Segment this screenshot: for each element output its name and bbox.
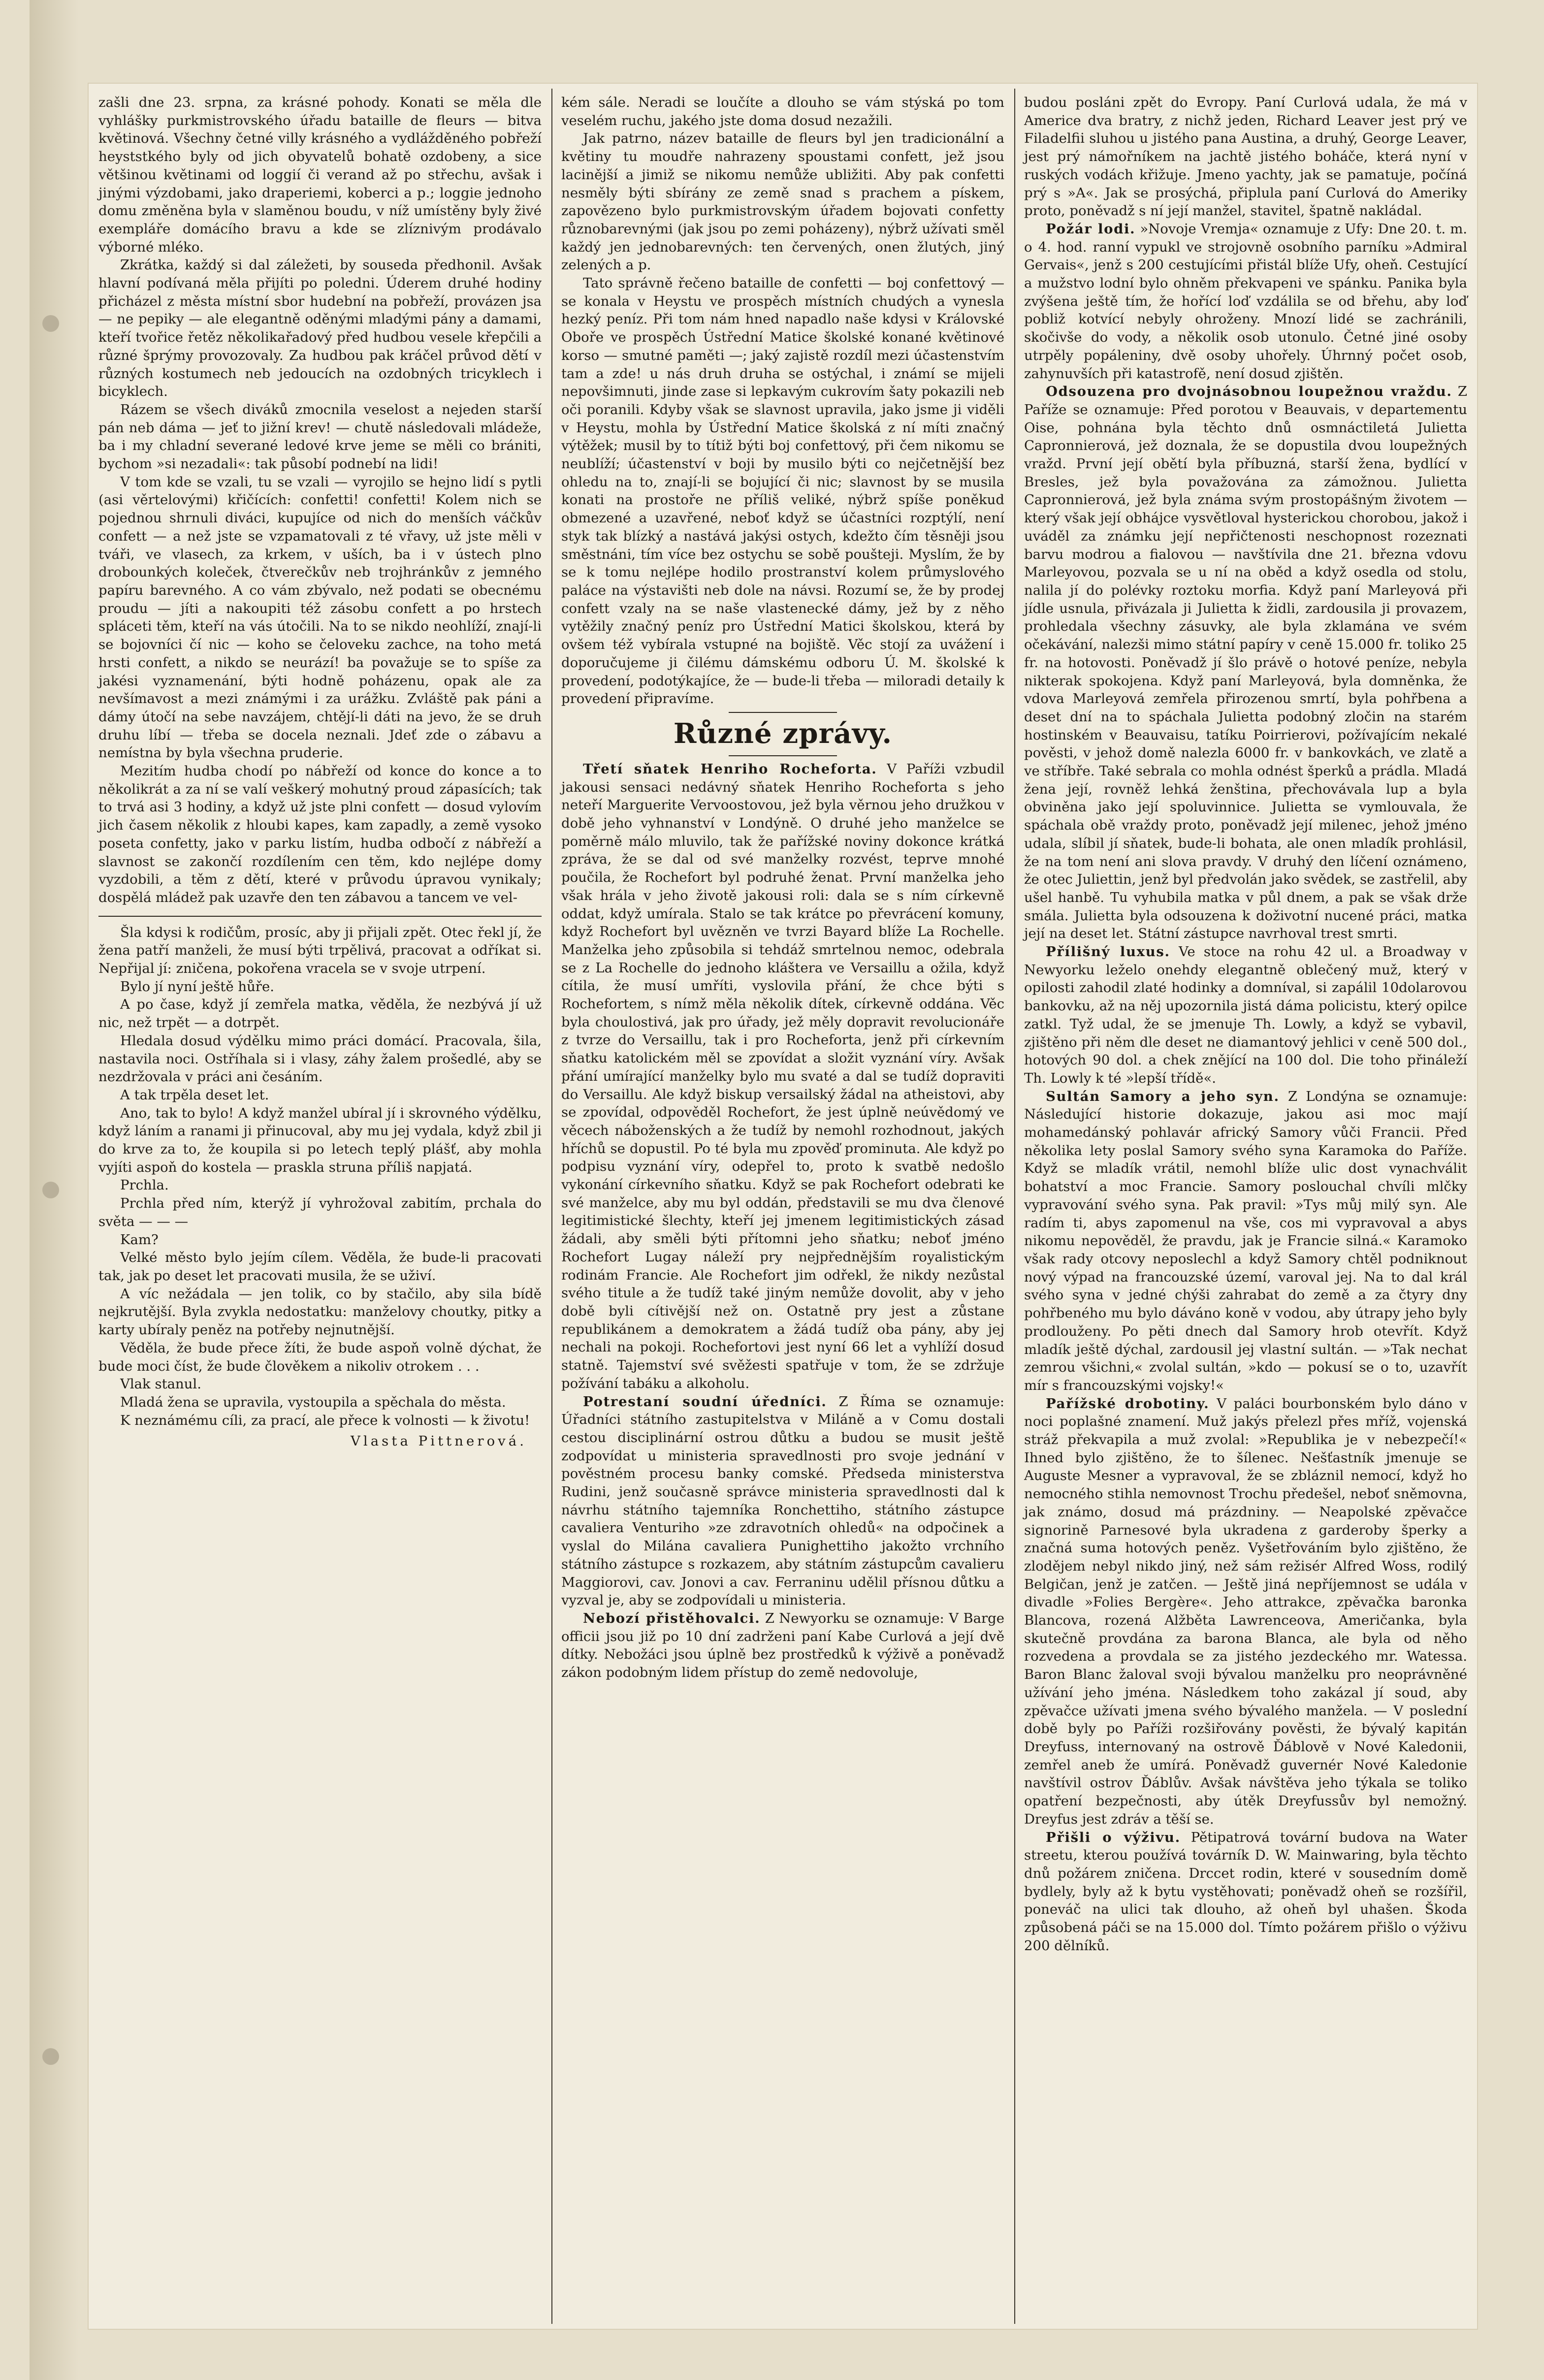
news-text: Z Paříže se oznamuje: Před porotou v Beauvais, v departementu Oise, pohnána byla těchto dnů osmnáctiletá Julietta Capronnierová, jež doznala, že se dopustila dvou loupežných vražd. První její obětí byla příbuzná, starší žena, bydlící v Bresles, jež byla považována za zámožnou. Julietta Capronnierová, jež byla známa svým prostopášným životem — který však její obhájce vysvětloval hysterickou chorobou, jakož i uváděl za známku její nepřičtenosti neschopnost rozeznati barvu modrou a fialovou — navštívila dne 21. března vdovu Marleyovou, pozvala se u ní na oběd a když osedla od stolu, nalila jí do polévky roztoku morfia. Když paní Marleyová při jídle usnula, přivázala ji Julietta k židli, zardousila ji provazem, prohledala všechny zásuvky, ale byla zklamána ve svém očekávání, nalezši mimo státní papíry v ceně 15.000 fr. toliko 25 fr. na hotovosti. Poněvadž jí šlo právě o hotové peníze, nebyla nikterak spokojena. Když paní Marleyová, byla domněnka, že vdova Marleyová zemřela přirozenou smrtí, byla pohřbena a deset dní na to spáchala Julietta podobný zločin na starém hostinském v Beauvaisu, tatíku Poirrierovi, požívajícím nekalé pověsti, v jehož domě nalezla 6000 fr. v bankovkách, ve zlatě a ve stříbře. Také sebrala co mohla odnést šperků a prádla. Mladá žena její, rovněž lehká ženština, přechovávala lup a byla obviněna jako její spoluvinnice. Julietta se vymlouvala, že spáchala obě vraždy proto, poněvadž její milenec, jehož jméno udala, slíbil jí sňatek, bude-li bohata, ale onen mladík prohlásil, že na tom není ani slova pravdy. V druhý den líčení oznámeno, že otec Juliettin, jenž byl předvolán jako svědek, se zastřelil, aby ušel hanbě. Tu vyhubila matka v půl dnem, a pak se však drže smála. Julietta byla odsouzena k doživotní nucené práci, matka její na deset let. Státní zástupce navrhoval trest smrti.	[1024, 384, 1467, 942]
news-text: V paláci bourbonském bylo dáno v noci poplašné znamení. Muž jakýs přelezl přes mříž, vojenská stráž překvapila a muž zvolal: »Republika je v nebezpečí!« Ihned bylo zjištěno, že to šílenec. Nešťastník jmenuje se Auguste Mesner a vypravoval, že se zbláznil nemocí, když ho nemocného stihla nemovnost Trochu předešel, neboť sněmovna, jak známo, dosud má prázdniny. — Neapolské zpěvačce signorině Parnesové byla ukradena z garderoby šperky a značná suma hotových peněz. Vyšetřováním bylo zjištěno, že zlodějem nebyl nikdo jiný, než sám režisér Alfred Woss, rodilý Belgičan, jenž je zatčen. — Ještě jiná nepříjemnost se udála v divadle »Folies Bergère«. Jeho attrakce, zpěvačka baronka Blancova, rozená Alžběta Lawrenceova, Američanka, byla skutečně provdána za barona Blanca, ale byla od něho rozvedena a provdala se za jistého jezdeckého mr. Watessa. Baron Blanc žaloval svoji bývalou manželku pro neoprávněné užívání jeho jména. Následkem toho zakázal jí soud, aby zpěvačce užívati jmena svého bývalého manžela. — V poslední době byly po Paříži rozšiřovány pověsti, že bývalý kapitán Dreyfuss, internovaný na ostrově Ďáblově v Nové Kaledonii, zemřel aneb že umírá. Poněvadž guvernér Nové Kaledonie navštívil ostrov Ďáblův. Avšak návštěva jeho týkala se toliko opatření bezpečnosti, aby útěk Dreyfussův byl nemožný. Dreyfus jest zdráv a těší se.	[1024, 1395, 1467, 1827]
section-rule	[98, 916, 542, 917]
news-item	[1024, 383, 1467, 943]
paragraph: kém sále. Neradi se loučíte a dlouho se vám stýská po tom veselém ruchu, jakého jste doma dosud nezažili.	[561, 95, 1004, 129]
paragraph: A víc nežádala — jen tolik, co by stačilo, aby sila bídě nejkrutější. Byla zvykla nedostatku: manželovy choutky, pitky a karty ubíraly peněz na potřeby nejnutnější.	[98, 1286, 542, 1338]
news-text: V Paříži vzbudil jakousi sensaci nedávný sňatek Henriho Rocheforta s jeho neteří Marguerite Vervoostovou, jež byla věrnou jeho družkou v době jeho vyhnanství v Londýně. O druhé jeho manželce se poměrně málo mluvilo, tak že pařížské noviny dokonce krátká zpráva, že se dal od své manželky rozvést, teprve mnohé poučila, že Rochefort byl podruhé ženat. První manželka jeho však hrála v jeho životě jakousi roli: dala se s ním církevně oddat, když umírala. Stalo se tak krátce po převrácení komuny, když Rochefort byl uvězněn ve tvrzi Bayard blíže La Rochelle. Manželka jeho způsobila si tehdáž smrtelnou nemoc, odebrala se z La Rochelle do jednoho kláštera ve Versaillu a ožila, když cítila, že musí umříti, vyslovila přání, že chce býti s Rochefortem, s nímž měla několik dítek, církevně oddána. Věc byla choulostivá, jak pro úřady, jež měly dopravit revolucionáře z tvrze do Versaillu, tak i pro Rocheforta, jenž při církevním sňatku katolickém měl se zpovídat a složit vyznání víry. Avšak přání umírající manželky bylo mu svaté a dal se tudíž dopraviti do Versaillu. Ale když biskup versailský žádal na atheistovi, aby se zpovídal, odpověděl Rochefort, že jest úplně neúvědomý ve věcech náboženských a že tudíž by nemohl rozhodnout, jakých hříchů se dopustil. Po té byla mu zpověď prominuta. Ale když po podpisu vyznání víry, odepřel to, proto k svatbě nedošlo vykonání církevního sňatku. Když se pak Rochefort odebrati ke své manželce, aby mu byl oddán, představili se mu dva členové legitimistické šlechty, kteří jej jmenem legitimistických zásad žádali, aby směli býti přítomni jeho sňatku; neboť jméno Rochefort Lugay náleží pry nejpřednějším royalistickým rodinám Francie. Ale Rochefort jim odřekl, že nikdy nezůstal svého titule a že tudíž také jiným nemůže dovolit, aby v jeho době byli cítivější než on. Ostatně pry jest a zůstane republikánem a demokratem a žádá tudíž oba pány, aby jej nechali na pokoji. Rochefortovi jest nyní 66 let a vyhlíží dosud statně. Tajemství své svěžesti spatřuje v tom, že se zdržuje požívání tabáku a alkoholu.	[561, 761, 1005, 1391]
section-rule	[729, 755, 837, 756]
news-item	[1024, 1088, 1467, 1395]
news-title: Nebozí přistěhovalci.	[583, 1610, 761, 1626]
paragraph: Rázem se všech diváků zmocnila veselost a nejeden starší pán neb dáma — jeť to jižní krev! — chutě následovali mládeže, ba i my chladní severané ledové krve jeme se měli co brániti, bychom »si nezadali«: tak působí podnebí na lidi!	[98, 401, 542, 472]
paragraph: Jak patrno, název bataille de fleurs byl jen tradicionální a květiny tu moudře nahrazeny spoustami confett, jež jsou lacinější a jimiž se nikomu nemůže ubližiti. Aby pak confetti nesměly býti sbírány ze země snad s prachem a pískem, zapovězeno bylo purkmistrovským úřadem bojovati confetty různobarevnými (jak jsou po zemi poházeny), nýbrž užívati směl každý jen jednobarevných: ten červených, onen žlutých, jiný zelených a p.	[561, 130, 1004, 273]
paragraph: zašli dne 23. srpna, za krásné pohody. Konati se měla dle vyhlášky purkmistrovského úřadu bataille de fleurs — bitva květinová. Všechny četné villy krásného a vydlážděného pobřeží heyststkého byly od jich obyvatelů bohatě ozdobeny, a sice většinou květinami od loggií či verand až po střechu, avšak i jinými výzdobami, jako draperiemi, koberci a p.; loggie jednoho domu změněna byla v slaměnou boudu, v níž umístěny byly živé exempláře domácího bravu a kde se zlíznivým prodávalo výborné mléko.	[98, 95, 542, 255]
news-title: Požár lodi.	[1046, 221, 1136, 237]
paragraph: A tak trpěla deset let.	[120, 1087, 269, 1103]
paragraph: Bylo jí nyní ještě hůře.	[120, 978, 274, 995]
section-rule	[729, 712, 837, 713]
news-title: Třetí sňatek Henriho Rocheforta.	[583, 761, 877, 777]
punch-hole	[42, 1182, 59, 1198]
news-item	[561, 1393, 1004, 1609]
paragraph: Kam?	[120, 1231, 159, 1248]
news-item	[561, 1609, 1004, 1682]
punch-hole	[42, 2048, 59, 2065]
paragraph: Věděla, že bude přece žíti, že bude aspoň volně dýchat, že bude moci číst, že bude člověkem a nikoliv otrokem . . .	[98, 1340, 542, 1374]
column-3	[1024, 94, 1467, 1955]
news-text: Pětipatrová tovární budova na Water streetu, kterou používá továrník D. W. Mainwaring, byla těchto dnů požárem zničena. Drccet rodin, které v sousedním domě bydlely, byly až k bytu vystěhovati; poněvadž oheň se rozšířil, poneváč na ulici tak dlouho, až oheň byl uhašen. Škoda způsobená páči se na 15.000 dol. Tímto požárem přišlo o výživu 200 dělníků.	[1024, 1829, 1467, 1954]
paragraph: K neznámému cíli, za prací, ale přece k volnosti — k životu!	[120, 1412, 530, 1428]
news-item	[1024, 943, 1467, 1088]
paragraph: Tato správně řečeno bataille de confetti — boj confettový — se konala v Heystu ve prospěch místních chudých a vynesla hezký peníz. Při tom nám hned napadlo naše kdysi v Královské Oboře ve prospěch Ústřední Matice školské konané květinové korso — smutné paměti —; jaký zajistě rozdíl mezi účastenstvím tam a zde! u nás druh druha se ostýchal, i známí se mijeli nepovšimnuti, jinde zase si lepkavým cukrovím šaty pokazili neb oči poranili. Kdyby však se slavnost upravila, jako jsme ji viděli v Heystu, mohla by Ústřední Matice školská z ní míti značný výtěžek; musil by to títiž býti boj confettový, při čem nikomu se neublíží; účastenství v boji by musilo býti co nejčetnější bez ohledu na to, znají-li se bojující či nic; slavnost by se musila konati na prostoře ne příliš veliké, nýbrž spíše poněkud obmezené a uzavřené, neboť když se účastníci rozptýlí, není styk tak blízký a nastává jakýsi ostych, kdežto čím těsněji jsou směstnáni, tím více bez ostychu se sobě poušteji. Myslím, že by se k tomu nejlépe hodilo prostranství kolem průmyslového paláce na výstavišti neb dole na návsi. Rozumí se, že by prodej confett vzaly na se naše vlastenecké dámy, jež by z něho vytěžily značný peníz pro Ústřední Matici školskou, která by ovšem též vybírala vstupné na bojiště. Věc stojí za uvážení i doporučujeme ji čilému dámskému odboru Ú. M. školské k provedení, podotýkajíce, že — bude-li třeba — miloradi detaily k provedení připravíme.	[561, 275, 1004, 707]
paragraph: Prchla před ním, kterýž jí vyhrožoval zabitím, prchala do světa — — —	[98, 1195, 542, 1229]
punch-hole	[42, 315, 59, 332]
column-divider	[1014, 89, 1015, 2324]
column-divider	[551, 89, 552, 2324]
news-title: Sultán Samory a jeho syn.	[1046, 1088, 1280, 1104]
paragraph: Mladá žena se upravila, vystoupila a spěchala do města.	[120, 1394, 506, 1410]
paragraph: Hledala dosud výdělku mimo práci domácí. Pracovala, šila, nastavila noci. Ostříhala si i vlasy, záhy žalem prošedlé, aby se nezdržovala v práci ani česáním.	[98, 1032, 542, 1085]
news-title: Odsouzena pro dvojnásobnou loupežnou vraždu.	[1046, 384, 1452, 400]
news-title: Pařížské drobotiny.	[1046, 1395, 1210, 1412]
author-signature: Vlasta Pittnerová.	[350, 1433, 527, 1449]
news-text: Z Říma se oznamuje: Úřadníci státního zastupitelstva v Miláně a v Comu dostali cestou disciplinární ostrou důtku a budou se musit ještě zodpovídat u ministeria spravedlnosti pro svoje jednání v pověstném procesu banky comské. Předseda ministerstva Rudini, jenž současně správce ministeria spravedlnosti dal k návrhu státního tajemníka Ronchettiho, státního zástupce cavaliera Venturiho »ze zdravotních ohledů« na odpočinek a vyslal do Milána cavaliera Punighettiho jakožto vrchního státního zástupce s rozkazem, aby státním zástupcům cavalieru Maggiorovi, cav. Jonovi a cav. Ferraninu udělil přísnou důtku a vyzval je, aby se zodpovídali u ministeria.	[561, 1393, 1004, 1608]
column-2	[561, 94, 1004, 1682]
newspaper-page	[89, 84, 1477, 2329]
news-title: Přišli o výživu.	[1046, 1829, 1181, 1845]
news-item	[1024, 1829, 1467, 1955]
paragraph: Vlak stanul.	[120, 1376, 201, 1392]
column-1	[98, 94, 542, 1450]
paragraph: Ano, tak to bylo! A když manžel ubíral jí i skrovného výdělku, když láním a ranami ji přinucoval, aby mu jej vydala, když zbil ji do krve za to, že koupila si po letech teplý plášť, aby mohla vyjíti aspoň do kostela — praskla struna příliš napjatá.	[98, 1105, 542, 1175]
paragraph: Velké město bylo jejím cílem. Věděla, že bude-li pracovati tak, jak po deset let pracovati musila, že se uživí.	[98, 1250, 542, 1284]
news-item	[561, 760, 1004, 1393]
news-title: Přílišný luxus.	[1046, 944, 1170, 960]
news-text: »Novoje Vremja« oznamuje z Ufy: Dne 20. t. m. o 4. hod. ranní vypukl ve strojovně osobního parníku »Admiral Gervais«, jenž s 200 cestujícími přistál blíže Ufy, oheň. Cestující a mužstvo lodní bylo ohněm překvapeni ve spánku. Panika byla zvýšena ještě tím, že hořící loď vzdálila se od břehu, aby loď pobliž kotvící nebyly ohroženy. Mnozí lidé se zachránili, skočivše do vody, a několik osob utonulo. Četné jiné osoby utrpěly popáleniny, dvě osoby uhořely. Úhrnný počet osob, zahynuvších při katastrofě, není dosud zjištěn.	[1024, 221, 1468, 382]
news-text: Ve stoce na rohu 42 ul. a Broadway v Newyorku leželo onehdy elegantně oblečený muž, který v opilosti zahodil zlaté hodinky a domníval, si zapálil 10dolarovou bankovku, až na něj upozornila jistá dáma policistu, který opilce zatkl. Tyž udal, že se jmenuje Th. Lowly, a když se vybavil, zjištěno při něm dle deset ne diamantový jehlici v ceně 500 dol., hotových 90 dol. a chek znějící na 100 dol. Die toho přináleží Th. Lowly k té »lepší třídě«.	[1024, 944, 1467, 1086]
news-text: Z Newyorku se oznamuje: V Barge officii jsou již po 10 dní zadrženi paní Kabe Curlová a její dvě dítky. Nebožáci jsou úplně bez prostředků k výživě a poněvadž zákon podobným lidem přístup do země nedovoluje,	[561, 1610, 1004, 1681]
news-item	[1024, 1395, 1467, 1829]
paragraph: Šla kdysi k rodičům, prosíc, aby ji přijali zpět. Otec řekl jí, že žena patří manželi, že musí býti trpělivá, pracovat a odříkat si. Nepřijal jí: zničena, pokořena vracela se v svoje utrpení.	[98, 924, 542, 977]
paragraph: A po čase, když jí zemřela matka, věděla, že nezbývá jí už nic, než trpět — a dotrpět.	[98, 997, 542, 1031]
paragraph: Prchla.	[120, 1177, 169, 1193]
section-title: Různé zprávy.	[673, 717, 893, 750]
news-title: Potrestaní soudní úředníci.	[583, 1393, 827, 1410]
paragraph: Zkrátka, každý si dal záležeti, by souseda předhonil. Avšak hlavní podívaná měla přijíti po poledni. Úderem druhé hodiny přicházel z města místní sbor hudební na pobřeží, provázen jsa — ne pepiky — ale elegantně oděnými mladými pány a damami, kteří tvořice řetěz několikařadový před hudbou vesele křepčili a různé šprýmy provozovaly. Za hudbou pak kráčel průvod dětí v různých kostumech neb jedoucích na ozdobných tricyklech i bicyklech.	[98, 257, 542, 400]
news-item	[1024, 220, 1467, 383]
news-text: Z Londýna se oznamuje: Následující historie dokazuje, jakou asi moc mají mohamedánský pohlavár africký Samory vůči Francii. Před několika lety poslal Samory svého syna Karamoka do Paříže. Když se mladík vrátil, nemohl blíže ulic dost vynachválit bohatství a moc Francie. Samory poslouchal chvíli mlčky vypravování svého syna. Pak pravil: »Tys můj milý syn. Ale radím ti, abys zapomenul na vše, cos mi vypravoval a abys nikomu nepověděl, že pravdu, jak je Francie silná.« Karamoko však rady otcovy neposlechl a když Samory chtěl podniknout nový výpad na francouzské území, varoval jej. Na to dal král svého syna v jedné chýši zahrabat do země a za čtyry dny pohřbeného mu bylo dáváno koně v vodou, aby útrapy jeho byly prodlouženy. Po pěti dnech dal Samory hrob otevřít. Když mladík ještě dýchal, zardousil jej vlastní sultán. — »Tak nechat zemrou všichni,« zvolal sultán, »kdo — pokusí se o to, uzavřít mír s francouzskými vojsky!«	[1024, 1088, 1468, 1393]
paragraph: V tom kde se vzali, tu se vzali — vyrojilo se hejno lidí s pytli (asi věrtelovými) křičících: confetti! confetti! Kolem nich se pojednou shrnuli diváci, kupujíce od nich do menších váčkův confett — a než jste se vzpamatovali z té vřavy, už jste měli v tváři, ve vlasech, za krkem, v uších, ba i v ústech plno drobounkých koleček, čtverečkův neb trojhránkův z jemného papíru barevného. A co vám zbývalo, než podati se obecnému proudu — jíti a nakoupiti též zásobu confett a po hrstech spláceti těm, kteří na vás útočili. Na to se nikdo neohlíží, znají-li se bojovníci čí nic — koho se čeloveku zachce, na toho metá hrsti confett, a nikdo se neurází! ba považuje se to spíše za jakési vyznamenání, býti hodně poházenu, opak ale za nevšímavost a mezi známými i za urážku. Zvláště pak páni a dámy útočí na sebe navzájem, chtějí-li dáti na jevo, že se druh druhu líbí — třeba se docela neznali. Jdeť zde o zábavu a nemístna by byla všechna pruderie.	[98, 474, 542, 761]
paragraph: budou posláni zpět do Evropy. Paní Curlová udala, že má v Americe dva bratry, z nichž jeden, Richard Leaver jest prý ve Filadelfii sluhou u jistého pana Austina, a druhý, George Leaver, jest prý námořníkem na jachtě jistého boháče, která nyní v ruských vodách křižuje. Jmeno yachty, jak se pamatuje, počíná prý s »A«. Jak se prosýchá, připlula paní Curlová do Ameriky proto, poněvadž s ní její manžel, stavitel, špatně nakládal.	[1024, 95, 1467, 219]
paragraph: Mezitím hudba chodí po nábřeží od konce do konce a to několikrát a za ní se valí veškerý mohutný proud zápasících; tak to trvá asi 3 hodiny, a když už jste plni confett — dosud vylovím jich časem několik z hloubi kapes, kam zapadly, a země vysoko poseta confetty, jako v parku listím, hudba odbočí z nábřeží a slavnost se zakončí rozdílením cen těm, kdo nejlépe domy vyzdobili, a těm z dětí, které v průvodu úpravou vynikaly; dospělá mládež pak uzavře den ten zábavou a tancem ve vel-	[98, 763, 542, 905]
